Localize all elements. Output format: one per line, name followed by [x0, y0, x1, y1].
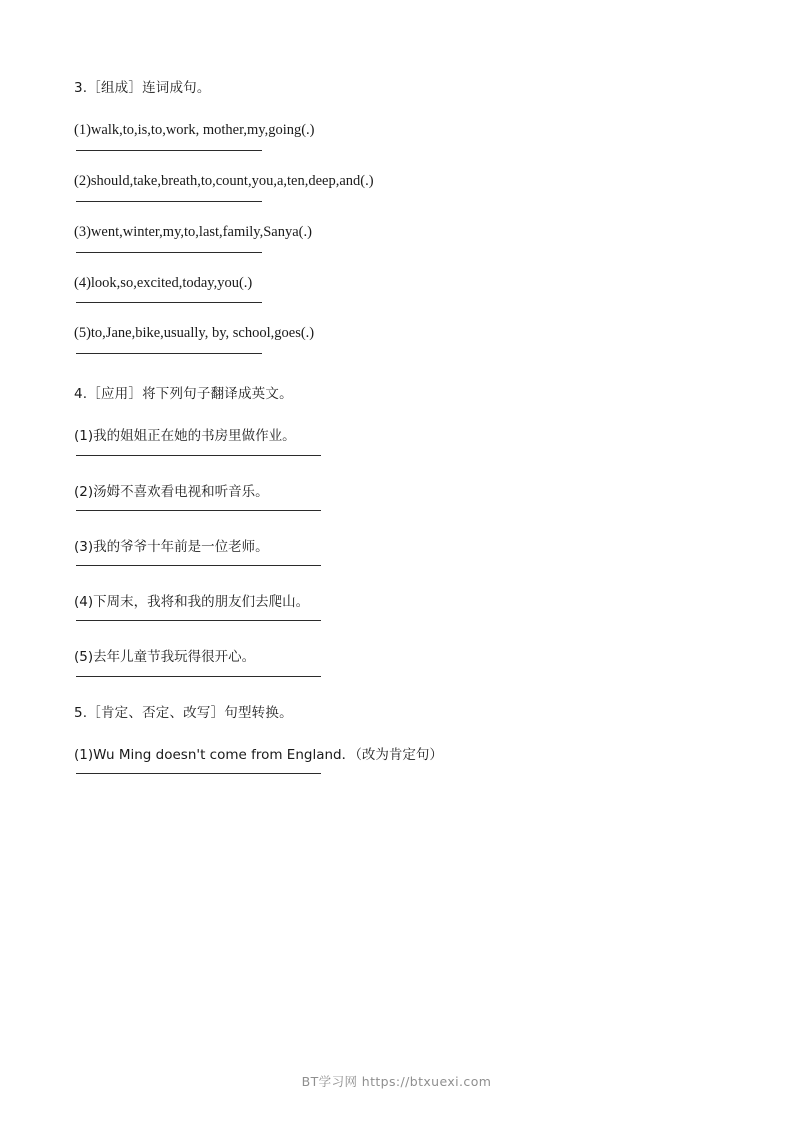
question-item: (2)should,take,breath,to,count,you,a,ten,deep,and(.): [74, 173, 374, 189]
section-3: [74, 78, 721, 354]
answer-blank[interactable]: [76, 565, 321, 566]
answer-blank[interactable]: [76, 676, 321, 677]
question-item: (4)下周末，我将和我的朋友们去爬山。: [74, 594, 310, 610]
question-item: (5)去年儿童节我玩得很开心。: [74, 649, 256, 666]
answer-blank[interactable]: [76, 510, 321, 511]
question-item: (1)Wu Ming doesn't come from England．（改为肯定句）: [74, 746, 443, 763]
watermark: BT学习网 https://btxuexi.com: [301, 1074, 492, 1089]
answer-blank[interactable]: [76, 455, 321, 456]
section-4: [74, 384, 721, 677]
section-3-heading: 3.［组成］连词成句。: [74, 80, 211, 96]
answer-blank[interactable]: [76, 353, 262, 354]
question-item: (5)to,Jane,bike,usually, by, school,goes(.): [74, 325, 315, 342]
answer-blank[interactable]: [76, 201, 262, 202]
answer-blank[interactable]: [76, 773, 321, 774]
question-item: (4)look,so,excited,today,you(.): [74, 274, 253, 291]
section-4-heading: 4.［应用］将下列句子翻译成英文。: [74, 386, 293, 402]
question-item: (3)我的爷爷十年前是一位老师。: [74, 538, 269, 555]
question-item: (1)我的姐姐正在她的书房里做作业。: [74, 428, 296, 445]
question-item: (3)went,winter,my,to,last,family,Sanya(.): [74, 223, 312, 240]
section-5: [74, 703, 721, 775]
question-item: (2)汤姆不喜欢看电视和听音乐。: [74, 483, 269, 500]
answer-blank[interactable]: [76, 150, 262, 151]
question-item: (1)walk,to,is,to,work, mother,my,going(.): [74, 122, 315, 139]
answer-blank[interactable]: [76, 252, 262, 253]
answer-blank[interactable]: [76, 302, 262, 303]
section-5-heading: 5.［肯定、否定、改写］句型转换。: [74, 704, 293, 721]
answer-blank[interactable]: [76, 620, 321, 621]
